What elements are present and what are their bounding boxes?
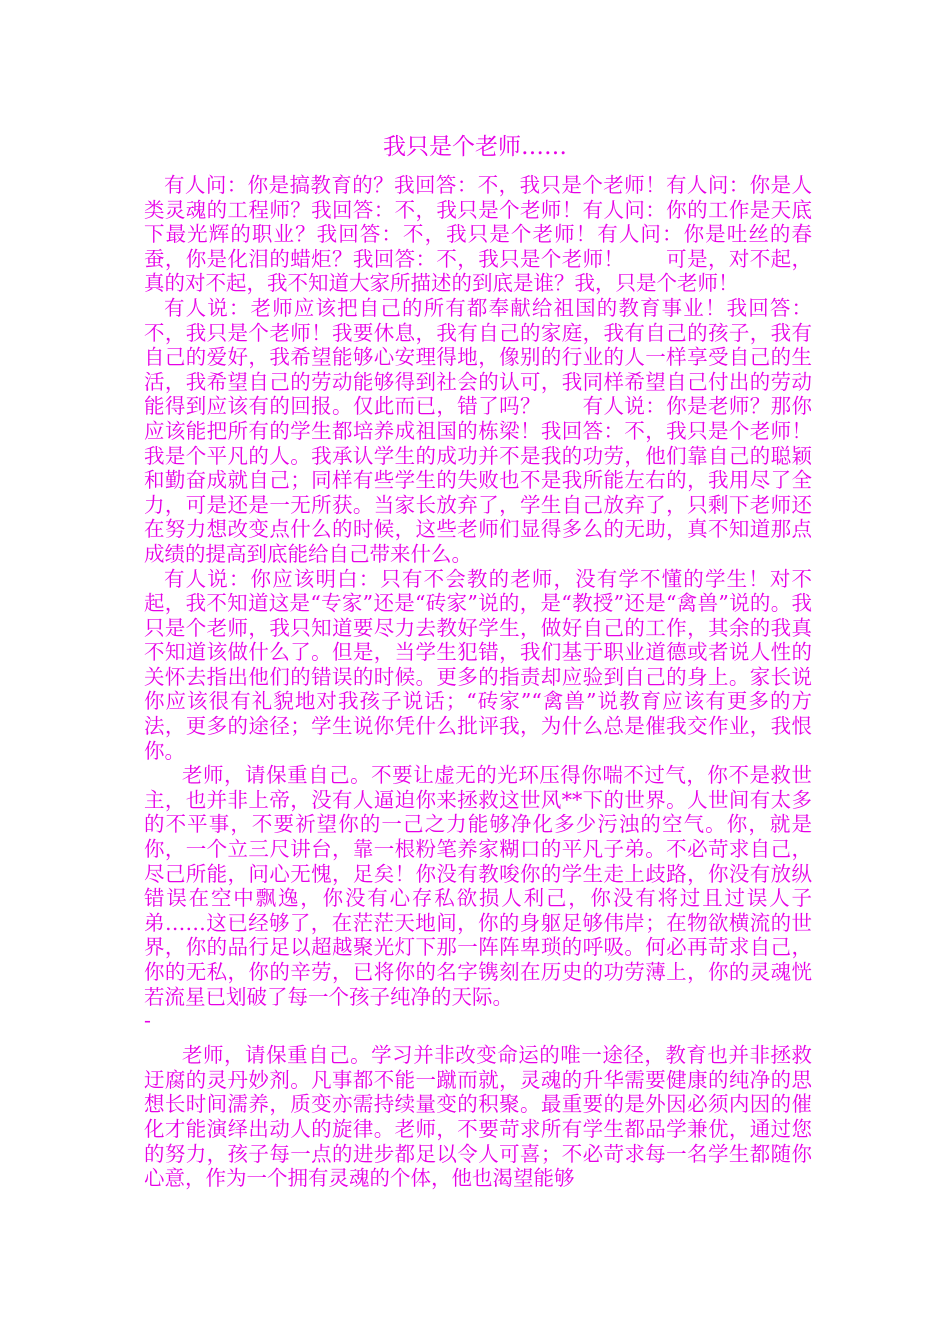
paragraph-1: 有人问：你是搞教育的？我回答：不，我只是个老师！有人问：你是人类灵魂的工程师？我回答：不，我只是个老师！有人问：你的工作是天底下最光辉的职业？我回答：不，我只是个老师！有人问：你是吐丝的春蚕，你是化泪的蜡炬？我回答：不，我只是个老师！ 可是，对不起，真的对不起，我不知道大家所描述的到底是谁？我，只是个老师！ <box>144 173 812 296</box>
paragraph-4: 老师，请保重自己。不要让虚无的光环压得你喘不过气，你不是救世主，也并非上帝，没有人逼迫你来拯救这世风**下的世界。人世间有太多的不平事，不要祈望你的一己之力能够净化多少污浊的空气。你，就是你，一个立三尺讲台，靠一根粉笔养家糊口的平凡子弟。不必苛求自己，尽己所能，问心无愧，足矣！你没有教唆你的学生走上歧路，你没有放纵错误在空中飘逸，你没有心存私欲损人利己，你没有将过且过误人子弟……这已经够了，在茫茫天地间，你的身躯足够伟岸；在物欲横流的世界，你的品行足以超越聚光灯下那一阵阵卑琐的呼吸。何必再苛求自己，你的无私，你的辛劳，已将你的名字镌刻在历史的功劳薄上，你的灵魂恍若流星已划破了每一个孩子纯净的天际。 <box>144 763 812 1009</box>
paragraph-5: 老师，请保重自己。学习并非改变命运的唯一途径，教育也并非拯救迂腐的灵丹妙剂。凡事都不能一蹴而就，灵魂的升华需要健康的纯净的思想长时间濡养，质变亦需持续量变的积聚。最重要的是外因必须内因的催化才能演绎出动人的旋律。老师，不要苛求所有学生都品学兼优，通过您的努力，孩子每一点的进步都足以令人可喜；不必苛求每一名学生都随你心意，作为一个拥有灵魂的个体，他也渴望能够 <box>144 1043 812 1191</box>
separator-dash: - <box>144 1008 151 1033</box>
paragraph-3: 有人说：你应该明白：只有不会教的老师，没有学不懂的学生！对不起，我不知道这是“专家”还是“砖家”说的，是“教授”还是“禽兽”说的。我只是个老师，我只知道要尽力去教好学生，做好自己的工作，其余的我真不知道该做什么了。但是，当学生犯错，我们基于职业道德或者说人性的关怀去指出他们的错误的时候。更多的指责却应验到自己的身上。家长说你应该很有礼貌地对我孩子说话；“砖家”“禽兽”说教育应该有更多的方法，更多的途径；学生说你凭什么批评我，为什么总是催我交作业，我恨你。 <box>144 566 812 763</box>
document-title: 我只是个老师…… <box>383 134 567 160</box>
paragraph-2: 有人说：老师应该把自己的所有都奉献给祖国的教育事业！我回答：不，我只是个老师！我要休息，我有自己的家庭，我有自己的孩子，我有自己的爱好，我希望能够心安理得地，像别的行业的人一样享受自己的生活，我希望自己的劳动能够得到社会的认可，我同样希望自己付出的劳动能得到应该有的回报。仅此而已，错了吗？ 有人说：你是老师？那你应该能把所有的学生都培养成祖国的栋梁！我回答：不，我只是个老师！我是个平凡的人。我承认学生的成功并不是我的功劳，他们靠自己的聪颖和勤奋成就自己；同样有些学生的失败也不是我所能左右的，我用尽了全力，可是还是一无所获。当家长放弃了，学生自己放弃了，只剩下老师还在努力想改变点什么的时候，这些老师们显得多么的无助，真不知道那点成绩的提高到底能给自己带来什么。 <box>144 295 812 566</box>
document-body <box>144 173 812 1191</box>
